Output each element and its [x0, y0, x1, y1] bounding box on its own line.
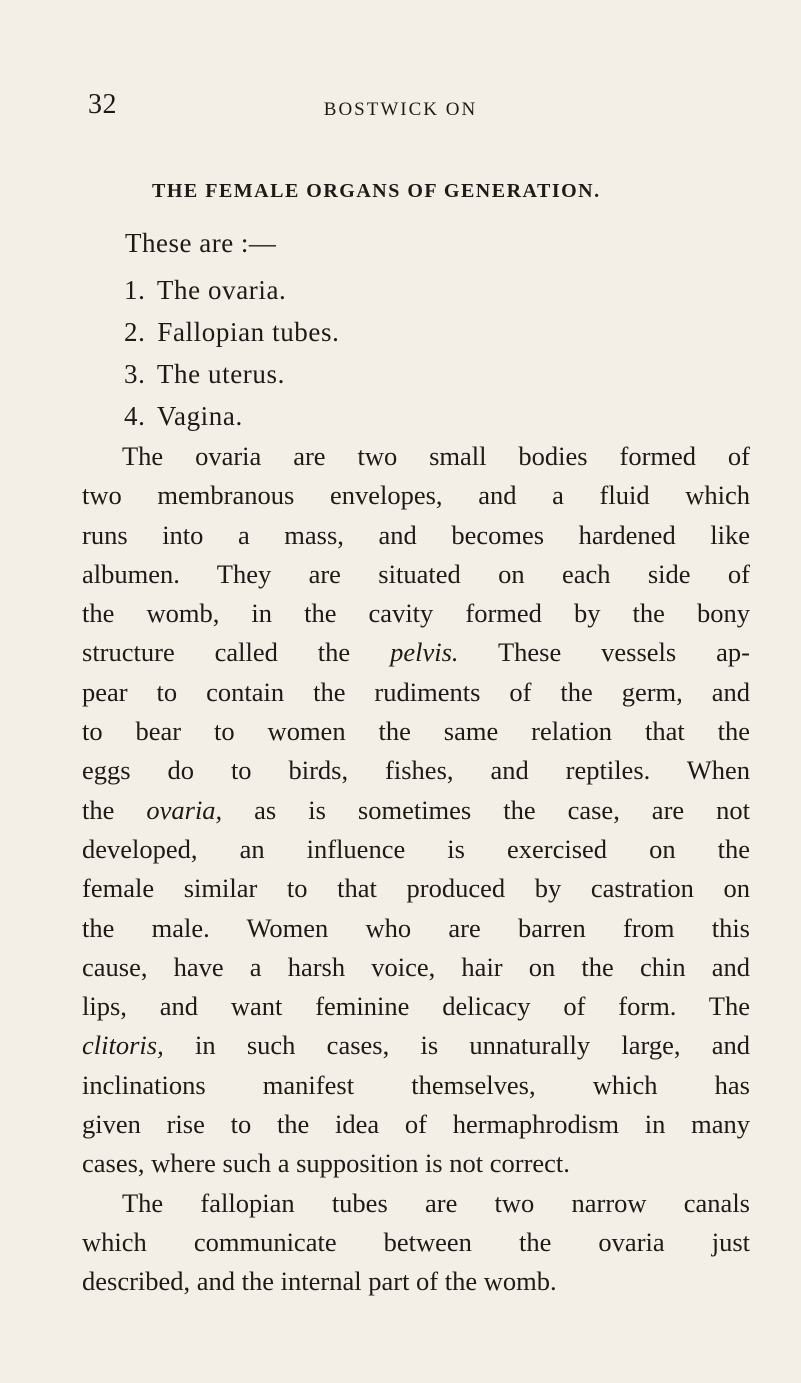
text-line: two membranous envelopes, and a fluid which	[82, 480, 750, 511]
text-line: the womb, in the cavity formed by the bony	[82, 598, 750, 629]
italic-term-ovaria: ovaria,	[146, 794, 223, 825]
section-title: THE FEMALE ORGANS OF GENERATION.	[152, 180, 601, 202]
text-line: cases, where such a supposition is not correct.	[82, 1148, 570, 1179]
list-item-text: The ovaria.	[156, 275, 287, 305]
text-line: The fallopian tubes are two narrow canals	[122, 1187, 750, 1218]
italic-term-clitoris: clitoris,	[82, 1030, 164, 1061]
list-item	[124, 395, 339, 437]
text-line: to bear to women the same relation that the	[82, 716, 750, 747]
paragraph-fallopian-tubes	[82, 1184, 750, 1302]
text-line	[82, 1026, 750, 1065]
text-line: cause, have a harsh voice, hair on the chin and	[82, 951, 750, 982]
text-line: pear to contain the rudiments of the germ, and	[82, 676, 750, 707]
list-item	[124, 353, 339, 395]
organ-list	[124, 269, 339, 437]
paragraph-ovaria	[82, 437, 750, 1184]
running-head: BOSTWICK ON	[323, 99, 478, 120]
text-line: runs into a mass, and becomes hardened like	[82, 519, 750, 550]
text-line: which communicate between the ovaria just	[82, 1226, 750, 1257]
text-line	[82, 633, 750, 672]
text-line: the male. Women who are barren from this	[82, 912, 750, 943]
text-line: albumen. They are situated on each side of	[82, 558, 750, 589]
list-item	[124, 311, 339, 353]
text-run: in such cases, is unnaturally large, and	[163, 1030, 750, 1061]
text-line: developed, an influence is exercised on the	[82, 833, 750, 864]
text-line: given rise to the idea of hermaphrodism in many	[82, 1109, 750, 1140]
intro-text: These are :—	[125, 228, 277, 258]
text-line: inclinations manifest themselves, which has	[82, 1069, 750, 1100]
body-text	[82, 437, 750, 1302]
list-item-number: 3.	[124, 359, 146, 389]
list-item-number: 4.	[124, 401, 146, 431]
text-line: The ovaria are two small bodies formed of	[122, 441, 750, 471]
text-run: These vessels ap-	[458, 637, 750, 668]
list-item-text: Vagina.	[156, 401, 243, 431]
list-item-text: Fallopian tubes.	[157, 317, 340, 347]
text-run: structure called the	[82, 637, 391, 668]
text-line: lips, and want feminine delicacy of form. The	[82, 991, 750, 1022]
text-line: eggs do to birds, fishes, and reptiles. When	[82, 755, 750, 786]
list-item	[124, 269, 339, 311]
text-run: the	[82, 794, 147, 825]
text-line: described, and the internal part of the womb.	[82, 1266, 557, 1297]
list-item-number: 1.	[124, 275, 146, 305]
italic-term-pelvis: pelvis.	[390, 637, 459, 668]
page-number: 32	[88, 89, 117, 120]
text-run: as is sometimes the case, are not	[222, 794, 751, 825]
text-line	[82, 791, 750, 830]
list-item-number: 2.	[124, 317, 146, 347]
text-line: female similar to that produced by castration on	[82, 873, 750, 904]
list-item-text: The uterus.	[156, 359, 285, 389]
